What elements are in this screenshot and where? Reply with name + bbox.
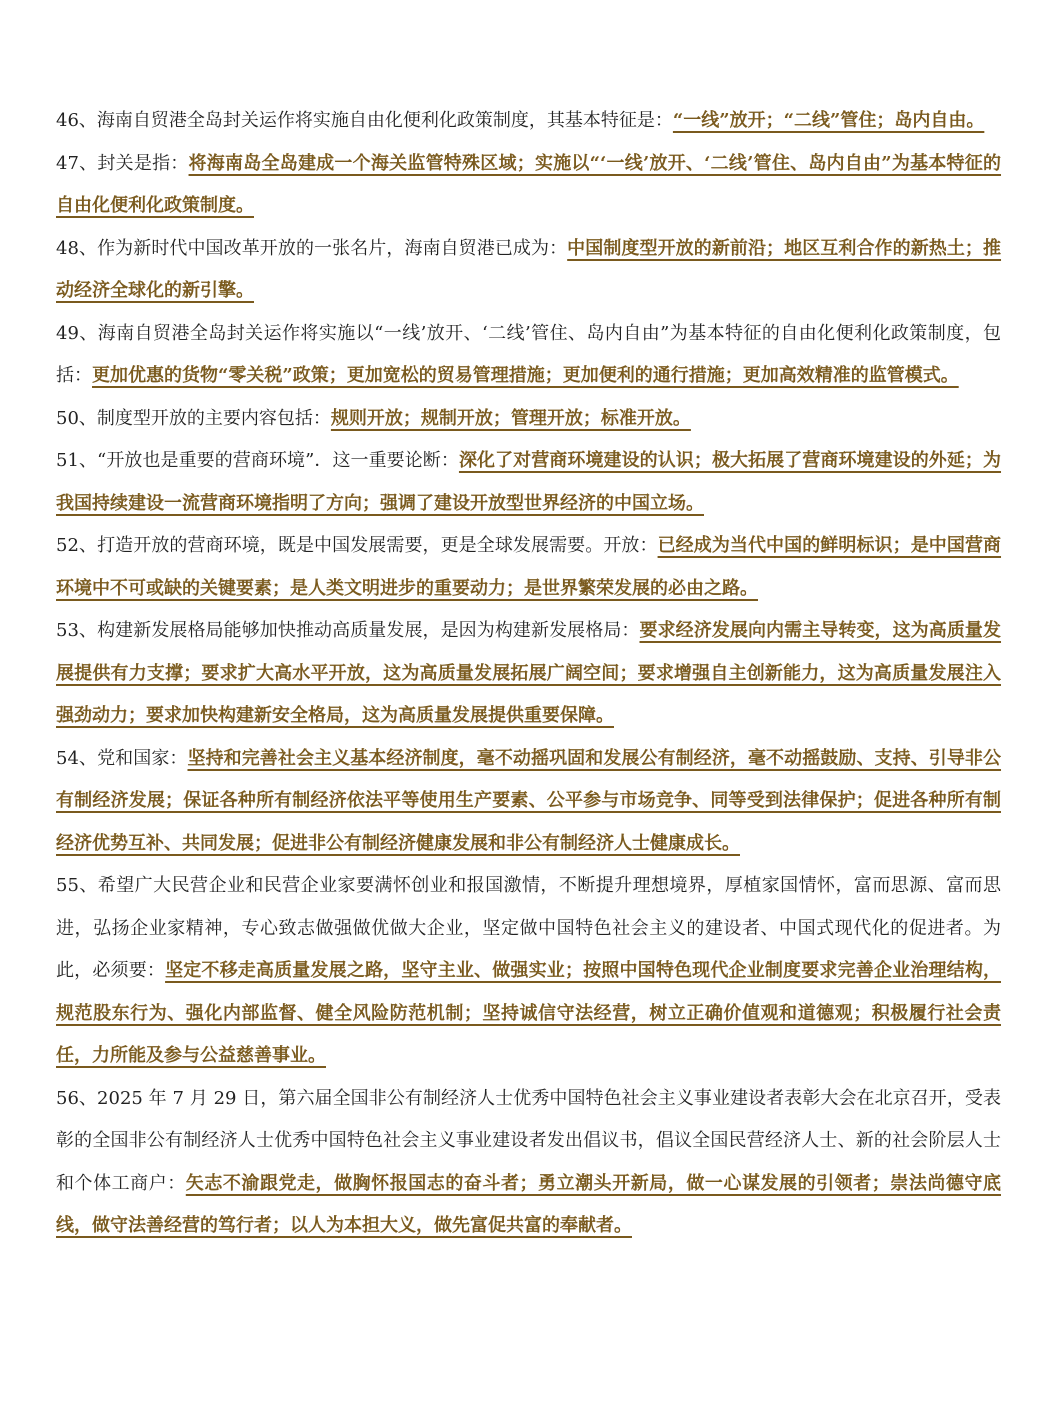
answer-text: 规则开放；规制开放；管理开放；标准开放。 [330,407,691,429]
item-number: 53、 [56,620,98,641]
question-text: 作为新时代中国改革开放的一张名片，海南自贸港已成为： [97,237,568,259]
question-text: 构建新发展格局能够加快推动高质量发展，是因为构建新发展格局： [97,620,640,641]
answer-text: 中国制度型开放的新前沿；地区互利合作的新热土；推动经济全球化的新引擎。 [56,237,1002,301]
question-text: 封关是指： [97,152,189,174]
question-text: 2025 年 7 月 29 日，第六届全国非公有制经济人士优秀中国特色社会主义事业建设者表彰大会在北京召开，受表彰的全国非公有制经济人士优秀中国特色社会主义事业建设者发出倡议书，倡议全国民营经济人士、新的社会阶层人士和个体工商户： [56,1087,1001,1194]
question-text: 希望广大民营企业和民营企业家要满怀创业和报国激情，不断提升理想境界，厚植家国情怀，富而思源、富而思进，弘扬企业家精神，专心致志做强做优做大企业，坚定做中国特色社会主义的建设者、中国式现代化的促进者。为此，必须要： [56,875,1002,981]
item-number: 48、 [56,237,98,259]
question-item-51 [56,440,1001,525]
answer-text: 坚持和完善社会主义基本经济制度，毫不动摇巩固和发展公有制经济，毫不动摇鼓励、支持、引导非公有制经济发展；保证各种所有制经济依法平等使用生产要素、公平参与市场竞争、同等受到法律保护；促进各种所有制经济优势互补、共同发展；促进非公有制经济健康发展和非公有制经济人士健康成长。 [56,747,1002,854]
item-number: 51、 [56,450,98,471]
question-text: 制度型开放的主要内容包括： [96,407,331,429]
answer-text: 坚定不移走高质量发展之路，坚守主业、做强实业；按照中国特色现代企业制度要求完善企业治理结构，规范股东行为、强化内部监督、健全风险防范机制；坚持诚信守法经营，树立正确价值观和道德观；积极履行社会责任，力所能及参与公益慈善事业。 [56,960,1001,1066]
question-text: 打造开放的营商环境，既是中国发展需要，更是全球发展需要。开放： [97,535,658,556]
question-text: 海南自贸港全岛封关运作将实施以“一线’放开、‘二线’管住、岛内自由”为基本特征的自由化便利化政策制度，包括： [56,322,1001,386]
question-item-49 [56,313,1001,398]
question-text: 海南自贸港全岛封关运作将实施自由化便利化政策制度，其基本特征是： [96,110,673,131]
question-item-55 [56,865,1001,1078]
item-number: 52、 [56,535,98,556]
item-number: 50、 [56,407,97,429]
item-number: 56、 [56,1087,98,1109]
item-number: 46、 [56,110,97,131]
question-item-48 [56,228,1001,313]
item-number: 54、 [56,747,98,769]
item-number: 55、 [56,875,98,896]
item-number: 49、 [56,322,98,344]
question-item-53 [56,610,1001,738]
answer-text: 将海南岛全岛建成一个海关监管特殊区域；实施以“‘一线’放开、‘二线’管住、岛内自由”为基本特征的自由化便利化政策制度。 [56,152,1002,216]
question-item-50 [56,398,1001,441]
question-text: “开放也是重要的营商环境”．这一重要论断： [97,450,459,471]
answer-text: 更加优惠的货物“零关税”政策；更加宽松的贸易管理措施；更加便利的通行措施；更加高效精准的监管模式。 [92,365,959,386]
answer-text: 要求经济发展向内需主导转变，这为高质量发展提供有力支撑；要求扩大高水平开放，这为高质量发展拓展广阔空间；要求增强自主创新能力，这为高质量发展注入强劲动力；要求加快构建新安全格局，这为高质量发展提供重要保障。 [56,620,1002,726]
question-item-54 [56,738,1001,866]
question-text: 党和国家： [97,747,188,769]
item-number: 47、 [56,152,98,174]
question-item-46 [56,100,1001,143]
answer-text: 矢志不渝跟党走，做胸怀报国志的奋斗者；勇立潮头开新局，做一心谋发展的引领者；崇法尚德守底线，做守法善经营的笃行者；以人为本担大义，做先富促共富的奉献者。 [56,1172,1001,1236]
question-item-52 [56,525,1001,610]
answer-text: 深化了对营商环境建设的认识；极大拓展了营商环境建设的外延；为我国持续建设一流营商环境指明了方向；强调了建设开放型世界经济的中国立场。 [56,450,1002,514]
answer-text: “一线”放开；“二线”管住；岛内自由。 [672,110,985,131]
answer-text: 已经成为当代中国的鲜明标识；是中国营商环境中不可或缺的关键要素；是人类文明进步的重要动力；是世界繁荣发展的必由之路。 [56,535,1002,599]
question-item-56 [56,1078,1001,1248]
question-item-47 [56,143,1001,228]
